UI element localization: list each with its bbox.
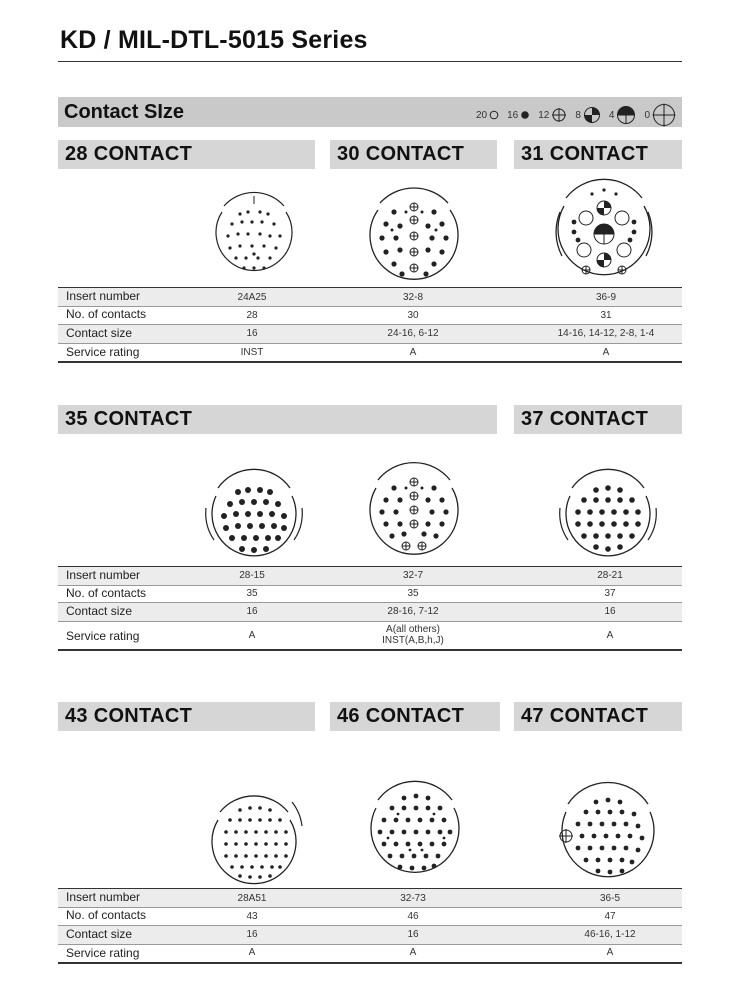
cell-contacts: 35 <box>246 588 258 599</box>
header-30-contact: 30 CONTACT <box>330 140 497 169</box>
cell-size: 16 <box>246 606 258 617</box>
connector-28-15-diagram <box>208 470 300 562</box>
cell-size: 28-16, 7-12 <box>387 606 439 617</box>
cell-insert: 36-5 <box>599 893 620 904</box>
label-no-of-contacts: No. of contacts <box>66 307 147 321</box>
cell-contacts: 30 <box>407 310 419 321</box>
cell-rating: A <box>409 947 417 958</box>
legend-item-16: 16 <box>507 110 530 121</box>
cell-size: 16 <box>246 929 258 940</box>
connector-28-21-diagram <box>560 470 656 562</box>
cell-insert: 36-9 <box>595 292 616 303</box>
crosshair-circle-icon <box>551 107 567 123</box>
cell-insert: 24A25 <box>237 292 267 303</box>
header-46-contact: 46 CONTACT <box>330 702 500 731</box>
label-insert-number: Insert number <box>66 289 141 303</box>
cell-contacts: 37 <box>604 588 616 599</box>
cell-contacts: 46 <box>407 911 419 922</box>
legend-item-4: 4 <box>609 105 637 125</box>
header-28-contact: 28 CONTACT <box>58 140 315 169</box>
cell-insert: 32-7 <box>402 570 423 581</box>
cell-rating: A <box>248 947 256 958</box>
cell-rating: A <box>602 347 610 358</box>
label-contact-size: Contact size <box>66 326 133 340</box>
contact-size-heading: Contact SIze <box>64 101 185 123</box>
cell-size: 16 <box>246 328 258 339</box>
header-35-contact: 35 CONTACT <box>58 405 497 434</box>
cell-size: 46-16, 1-12 <box>584 929 636 940</box>
legend-item-8: 8 <box>575 106 601 124</box>
cell-rating: A <box>606 947 614 958</box>
label-contact-size: Contact size <box>66 604 133 618</box>
cell-size: 24-16, 6-12 <box>387 328 439 339</box>
cell-rating: A <box>409 347 417 358</box>
cell-insert: 32-8 <box>402 292 423 303</box>
cell-rating-secondary: INST(A,B,h,J) <box>382 635 444 646</box>
legend-item-20: 20 <box>476 110 499 121</box>
row-divider <box>58 621 682 622</box>
legend-item-0: 0 <box>644 103 676 127</box>
connector-36-9-diagram <box>554 182 654 282</box>
connector-32-73-diagram <box>366 784 464 884</box>
open-circle-icon <box>489 110 499 120</box>
filled-dot-icon <box>520 110 530 120</box>
header-31-contact: 31 CONTACT <box>514 140 682 169</box>
contact-size-legend <box>472 103 676 127</box>
label-service-rating: Service rating <box>66 629 140 643</box>
cell-contacts: 28 <box>246 310 258 321</box>
cell-rating: INST <box>240 347 264 358</box>
header-43-contact: 43 CONTACT <box>58 702 315 731</box>
label-insert-number: Insert number <box>66 568 141 582</box>
row-divider <box>58 343 682 344</box>
cell-insert: 28-21 <box>597 570 623 581</box>
row-divider <box>58 585 682 586</box>
connector-36-5-diagram <box>556 784 660 884</box>
cell-insert: 28A51 <box>237 893 267 904</box>
label-insert-number: Insert number <box>66 890 141 904</box>
cell-rating: A(all others) <box>386 624 440 635</box>
header-37-contact: 37 CONTACT <box>514 405 682 434</box>
cell-size: 14-16, 14-12, 2-8, 1-4 <box>557 328 655 339</box>
header-47-contact: 47 CONTACT <box>514 702 682 731</box>
legend-item-12: 12 <box>538 107 567 123</box>
cell-rating: A <box>606 630 614 641</box>
cell-contacts: 47 <box>604 911 616 922</box>
connector-24a25-diagram <box>214 192 294 282</box>
connector-28a51-diagram <box>208 796 300 888</box>
half-filled-cross-icon <box>616 105 636 125</box>
cell-contacts: 31 <box>600 310 612 321</box>
connector-32-7-diagram <box>364 464 464 564</box>
table-bottom-rule <box>58 649 682 651</box>
cell-rating: A <box>248 630 256 641</box>
label-contact-size: Contact size <box>66 927 133 941</box>
cell-size: 16 <box>407 929 419 940</box>
label-no-of-contacts: No. of contacts <box>66 908 147 922</box>
cell-contacts: 43 <box>246 911 258 922</box>
label-no-of-contacts: No. of contacts <box>66 586 147 600</box>
cell-insert: 32-73 <box>400 893 426 904</box>
connector-32-8-diagram <box>364 190 464 282</box>
large-crosshair-icon <box>652 103 676 127</box>
label-service-rating: Service rating <box>66 345 140 359</box>
table-bottom-rule <box>58 361 682 363</box>
table-bottom-rule <box>58 962 682 964</box>
row-divider <box>58 907 682 908</box>
label-service-rating: Service rating <box>66 946 140 960</box>
page-title: KD / MIL-DTL-5015 Series <box>60 26 368 54</box>
row-divider <box>58 306 682 307</box>
quadrant-circle-icon <box>583 106 601 124</box>
title-divider <box>58 61 682 62</box>
row-divider <box>58 944 682 945</box>
cell-contacts: 35 <box>407 588 419 599</box>
cell-insert: 28-15 <box>239 570 265 581</box>
cell-size: 16 <box>604 606 616 617</box>
